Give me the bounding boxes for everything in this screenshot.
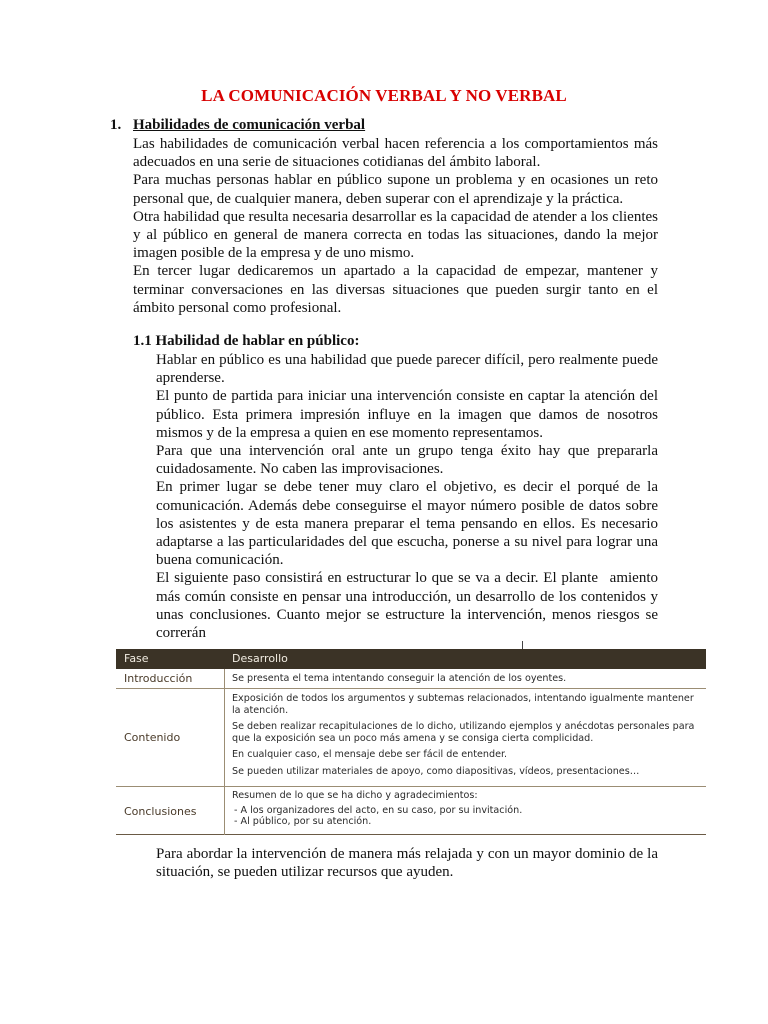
table-row	[116, 787, 706, 835]
paragraph: Otra habilidad que resulta necesaria desarrollar es la capacidad de atender a los clientes y al público en general de manera correcta en todas las situaciones, dando la mejor imagen posible de la empresa y de uno mismo.	[133, 208, 658, 262]
section-1-heading	[110, 117, 365, 134]
section-1-number: 1.	[110, 117, 122, 133]
section-1-1-body	[156, 351, 658, 642]
header-fase: Fase	[124, 652, 149, 665]
desarrollo-cell	[232, 673, 700, 685]
phases-table	[116, 649, 706, 835]
header-desarrollo: Desarrollo	[232, 652, 288, 665]
table-row	[116, 669, 706, 689]
desarrollo-item: Exposición de todos los argumentos y subtemas relacionados, intentando igualmente mantener la atención.	[232, 693, 694, 716]
desarrollo-item: En cualquier caso, el mensaje debe ser fácil de entender.	[232, 749, 508, 760]
paragraph: En tercer lugar dedicaremos un apartado a la capacidad de empezar, mantener y terminar conversaciones en las diversas situaciones que pueden surgir tanto en el ámbito personal como profesional.	[133, 263, 658, 316]
paragraph: El punto de partida para iniciar una intervención consiste en captar la atención del público. Esta primera impresión influye en la imagen que damos de nosotros mismos y de la empresa a quien en ese momento representamos.	[156, 388, 658, 441]
desarrollo-item: Resumen de lo que se ha dicho y agradecimientos:	[232, 790, 478, 801]
section-1-title: Habilidades de comunicación verbal	[133, 117, 366, 133]
fase-cell: Introducción	[116, 669, 225, 688]
desarrollo-item: Se presenta el tema intentando conseguir la atención de los oyentes.	[232, 673, 567, 684]
document-title: LA COMUNICACIÓN VERBAL Y NO VERBAL	[201, 86, 567, 105]
fase-cell: Conclusiones	[116, 787, 225, 835]
paragraph: Hablar en público es una habilidad que puede parecer difícil, pero realmente puede aprenderse.	[156, 352, 658, 387]
desarrollo-item: Se deben realizar recapitulaciones de lo dicho, utilizando ejemplos y anécdotas personales para que la exposición sea un poco más amena y se consiga cierta complicidad.	[232, 721, 695, 744]
paragraph: El siguiente paso consistirá en estructurar lo que se va a decir. El plante amiento más común consiste en pensar una introducción, un desarrollo de los contenidos y unas conclusiones. Cuanto mejor se estructure la intervención, menos riesgos se correrán	[156, 570, 658, 642]
table-header	[116, 649, 706, 669]
desarrollo-item: - A los organizadores del acto, en su caso, por su invitación.	[234, 804, 523, 816]
desarrollo-cell	[232, 790, 700, 828]
paragraph: Las habilidades de comunicación verbal hacen referencia a los comportamientos más adecuados en una serie de situaciones cotidianas del ámbito laboral.	[133, 136, 658, 171]
desarrollo-cell	[232, 693, 700, 777]
table-row	[116, 689, 706, 787]
section-1-1-heading: 1.1 Habilidad de hablar en público:	[133, 333, 360, 349]
desarrollo-item: - Al público, por su atención.	[234, 816, 372, 827]
desarrollo-item: Se pueden utilizar materiales de apoyo, como diapositivas, vídeos, presentaciones…	[232, 765, 640, 777]
fase-cell: Contenido	[116, 689, 225, 786]
paragraph: Para que una intervención oral ante un grupo tenga éxito hay que prepararla cuidadosamente. No caben las improvisaciones.	[156, 443, 658, 478]
closing-paragraph	[156, 845, 658, 881]
paragraph: En primer lugar se debe tener muy claro el objetivo, es decir el porqué de la comunicación. Además debe conseguirse el mayor número posible de datos sobre los asistentes y de esta manera preparar el tema pensando en ellos. Es necesario adaptarse a las particularidades del que escucha, ponerse a su nivel para lograr una buena comunicación.	[156, 479, 658, 569]
paragraph: Para abordar la intervención de manera más relajada y con un mayor dominio de la situación, se pueden utilizar recursos que ayuden.	[156, 846, 658, 881]
section-1-body	[133, 135, 658, 317]
paragraph: Para muchas personas hablar en público supone un problema y en ocasiones un reto personal que, de cualquier manera, deben superar con el aprendizaje y la práctica.	[133, 172, 658, 207]
text-cursor-mark	[522, 641, 523, 649]
